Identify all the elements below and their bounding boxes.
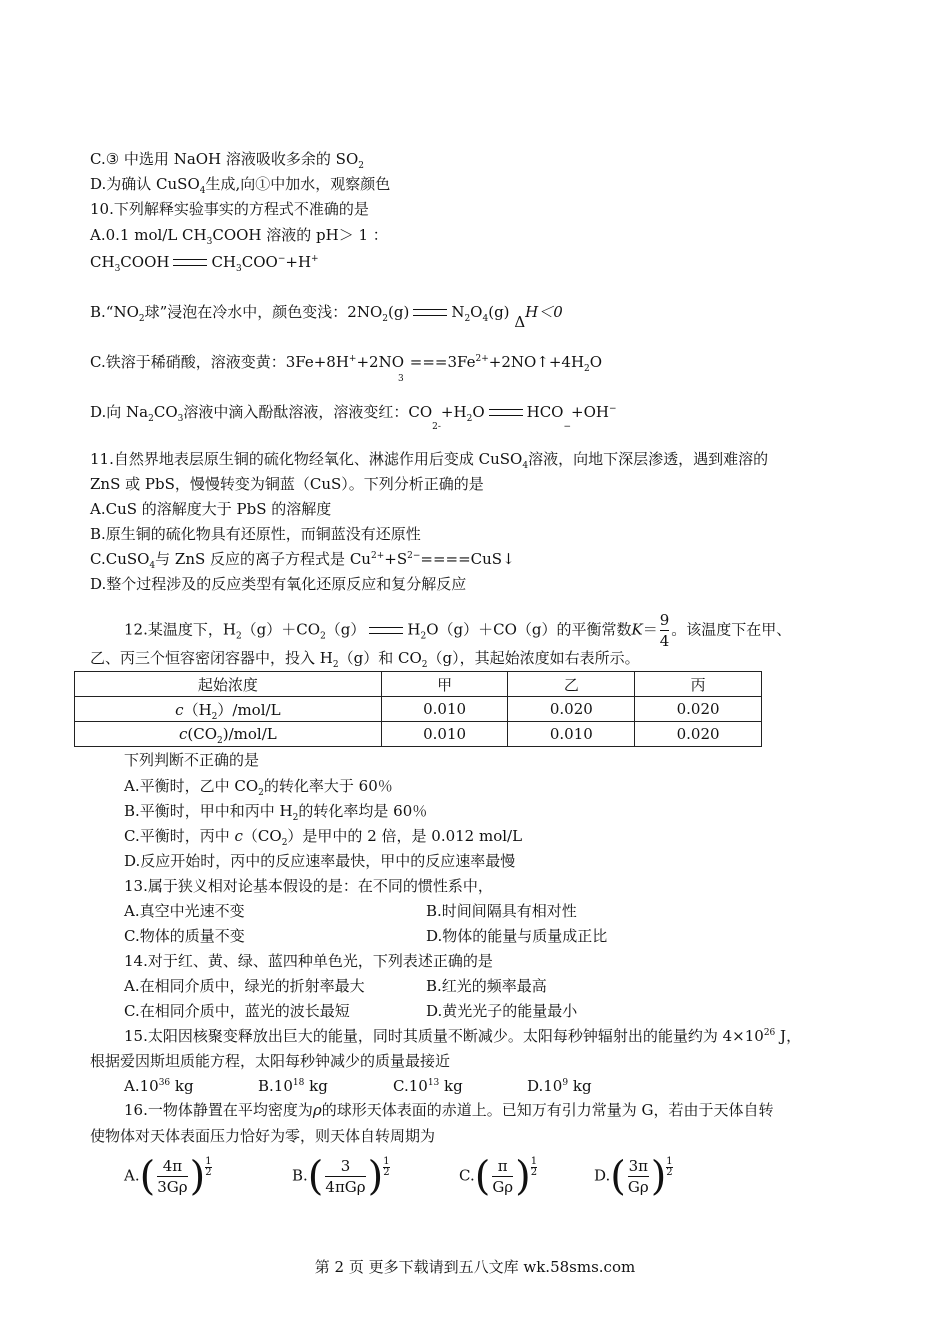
q14-option-a: A.在相同介质中，绿光的折射率最大 bbox=[124, 977, 365, 995]
q10-option-a: A.0.1 mol/L $CH_3COOH$ 溶液的 pH＞ 1 ： bbox=[90, 226, 388, 247]
table-cell: 0.010 bbox=[381, 697, 508, 722]
equilibrium-constant-fraction: $\frac{9}{4}$ bbox=[659, 611, 670, 650]
question-10: 10.下列解释实验事实的方程式不准确的是 bbox=[90, 200, 369, 218]
table-row-label: $c(CO_2)/mol/L$ bbox=[75, 722, 382, 747]
question-15-cont: 根据爱因斯坦质能方程，太阳每秒钟减少的质量最接近 bbox=[90, 1052, 451, 1070]
q15-option-d: $D.10^9$ kg bbox=[527, 1077, 592, 1095]
q10-option-b: $B.“NO_2$球”浸泡在冷水中，颜色变浅：$2NO_2(g)$ $N_2O_4(g)$ ΔH＜0 bbox=[90, 303, 563, 331]
equilibrium-arrow-icon bbox=[489, 406, 523, 420]
table-header-cell: 起始浓度 bbox=[75, 672, 382, 697]
q14-option-d: D.黄光光子的能量最小 bbox=[426, 1002, 578, 1020]
q15-option-c: $C.10^{13}$ kg bbox=[393, 1077, 463, 1095]
q12-option-c: C.平衡时，丙中 $c(CO_2)$是甲中的 2 倍，是 0.012 mol/L bbox=[124, 827, 523, 848]
question-14: 14.对于红、黄、绿、蓝四种单色光，下列表述正确的是 bbox=[124, 952, 493, 970]
q13-option-c: C.物体的质量不变 bbox=[124, 927, 245, 945]
q14-option-c: C.在相同介质中，蓝光的波长最短 bbox=[124, 1002, 350, 1020]
q16-option-d: D.( $\frac{3\pi}{G\rho}$ ) $\frac{1}{2}$ bbox=[594, 1153, 673, 1200]
table-cell: 0.020 bbox=[508, 697, 635, 722]
table-cell: 0.020 bbox=[635, 697, 762, 722]
q10-option-c: C.铁溶于稀硝酸，溶液变黄：$3Fe+8H^++2NO_3===3Fe^{2+}+2NO↑+4H_2O$ bbox=[90, 353, 603, 384]
q12-option-d: D.反应开始时，丙中的反应速率最快，甲中的反应速率最慢 bbox=[124, 852, 516, 870]
q15-option-b: $B.10^{18}$ kg bbox=[258, 1077, 328, 1095]
q12-option-a: A.平衡时，乙中 $CO_2$的转化率大于 60％ bbox=[124, 777, 393, 798]
q11-option-c: C.CuSO$_4$与 ZnS 反应的离子方程式是 $Cu^{2+}+S^{2-}====CuS↓$ bbox=[90, 550, 515, 571]
table-cell: 0.020 bbox=[635, 722, 762, 747]
equilibrium-arrow-icon bbox=[413, 306, 447, 320]
table-header-cell: 甲 bbox=[381, 672, 508, 697]
q16-option-b: B.( $\frac{3}{\text{4πGρ}}$ ) $\frac{1}{2}$ bbox=[292, 1153, 390, 1200]
q13-option-b: B.时间间隔具有相对性 bbox=[426, 902, 577, 920]
question-15: 15.太阳因核聚变释放出巨大的能量，同时其质量不断减少。太阳每秒钟辐射出的能量约为 $4\times 10^{26}$ J， bbox=[124, 1027, 802, 1045]
table-header-row bbox=[75, 672, 762, 697]
table-header-cell: 丙 bbox=[635, 672, 762, 697]
q14-option-b: B.红光的频率最高 bbox=[426, 977, 547, 995]
equilibrium-arrow-icon bbox=[369, 624, 403, 638]
line-d-option: D.为确认 CuSO$_4$生成,向①中加水，观察颜色 bbox=[90, 175, 391, 196]
table-cell: 0.010 bbox=[381, 722, 508, 747]
question-11: 11.自然界地表层原生铜的硫化物经氧化、淋滤作用后变成 CuSO$_4$溶液，向地下深层渗透，遇到难溶的 bbox=[90, 450, 769, 471]
question-11-cont: ZnS 或 PbS，慢慢转变为铜蓝（CuS）。下列分析正确的是 bbox=[90, 475, 484, 493]
table-row bbox=[75, 697, 762, 722]
table-header-cell: 乙 bbox=[508, 672, 635, 697]
q16-option-c: C.( $\frac{\pi}{G\rho}$ ) $\frac{1}{2}$ bbox=[459, 1153, 538, 1200]
q13-option-d: D.物体的能量与质量成正比 bbox=[426, 927, 608, 945]
q15-option-a: $A.10^{36}$ kg bbox=[124, 1077, 194, 1095]
table-cell: 0.010 bbox=[508, 722, 635, 747]
q10-option-a-equation: $CH_3COOH$ $CH_3COO^-+H^+$ bbox=[90, 253, 319, 274]
concentration-table bbox=[74, 671, 762, 747]
q16-option-a: A.( $\frac{4\pi}{3G\rho}$ ) $\frac{1}{2}$ bbox=[124, 1153, 212, 1200]
line-c-option: C.③ 中选用 NaOH 溶液吸收多余的 $SO_2$ bbox=[90, 150, 364, 171]
question-12-cont: 乙、丙三个恒容密闭容器中，投入 $H_2(g)$和 $CO_2(g)$，其起始浓度如右表所示。 bbox=[90, 649, 640, 670]
q13-option-a: A.真空中光速不变 bbox=[124, 902, 245, 920]
table-row bbox=[75, 722, 762, 747]
question-13: 13.属于狭义相对论基本假设的是：在不同的惯性系中， bbox=[124, 877, 493, 895]
q11-option-b: B.原生铜的硫化物具有还原性，而铜蓝没有还原性 bbox=[90, 525, 421, 543]
page-footer: 第 2 页 更多下载请到五八文库 wk.58sms.com bbox=[314, 1258, 636, 1276]
q11-option-a: A.CuS 的溶解度大于 PbS 的溶解度 bbox=[90, 500, 332, 518]
question-12: 12.某温度下，$H_2(g)+CO_2(g)$ $H_2O(g)+CO(g)$的平衡常数K＝ $\frac{9}{4}$ 。该温度下在甲、 bbox=[124, 611, 792, 650]
q12-option-b: B.平衡时，甲中和丙中 $H_2$的转化率均是 60％ bbox=[124, 802, 428, 823]
question-16-cont: 使物体对天体表面压力恰好为零，则天体自转周期为 bbox=[90, 1127, 436, 1145]
question-16: 16.一物体静置在平均密度为ρ的球形天体表面的赤道上。已知万有引力常量为 G，若由于天体自转 bbox=[124, 1101, 774, 1119]
q11-option-d: D.整个过程涉及的反应类型有氧化还原反应和复分解反应 bbox=[90, 575, 467, 593]
equilibrium-arrow-icon bbox=[173, 256, 207, 270]
q12-judge: 下列判断不正确的是 bbox=[124, 751, 260, 769]
table-row-label: $c(H_2)/mol/L$ bbox=[75, 697, 382, 722]
q10-option-d: D.向 $Na_2CO_3$溶液中滴入酚酞溶液，溶液变红：$CO_{2-}+H_2O$ $HCO_-+OH^-$ bbox=[90, 403, 617, 432]
